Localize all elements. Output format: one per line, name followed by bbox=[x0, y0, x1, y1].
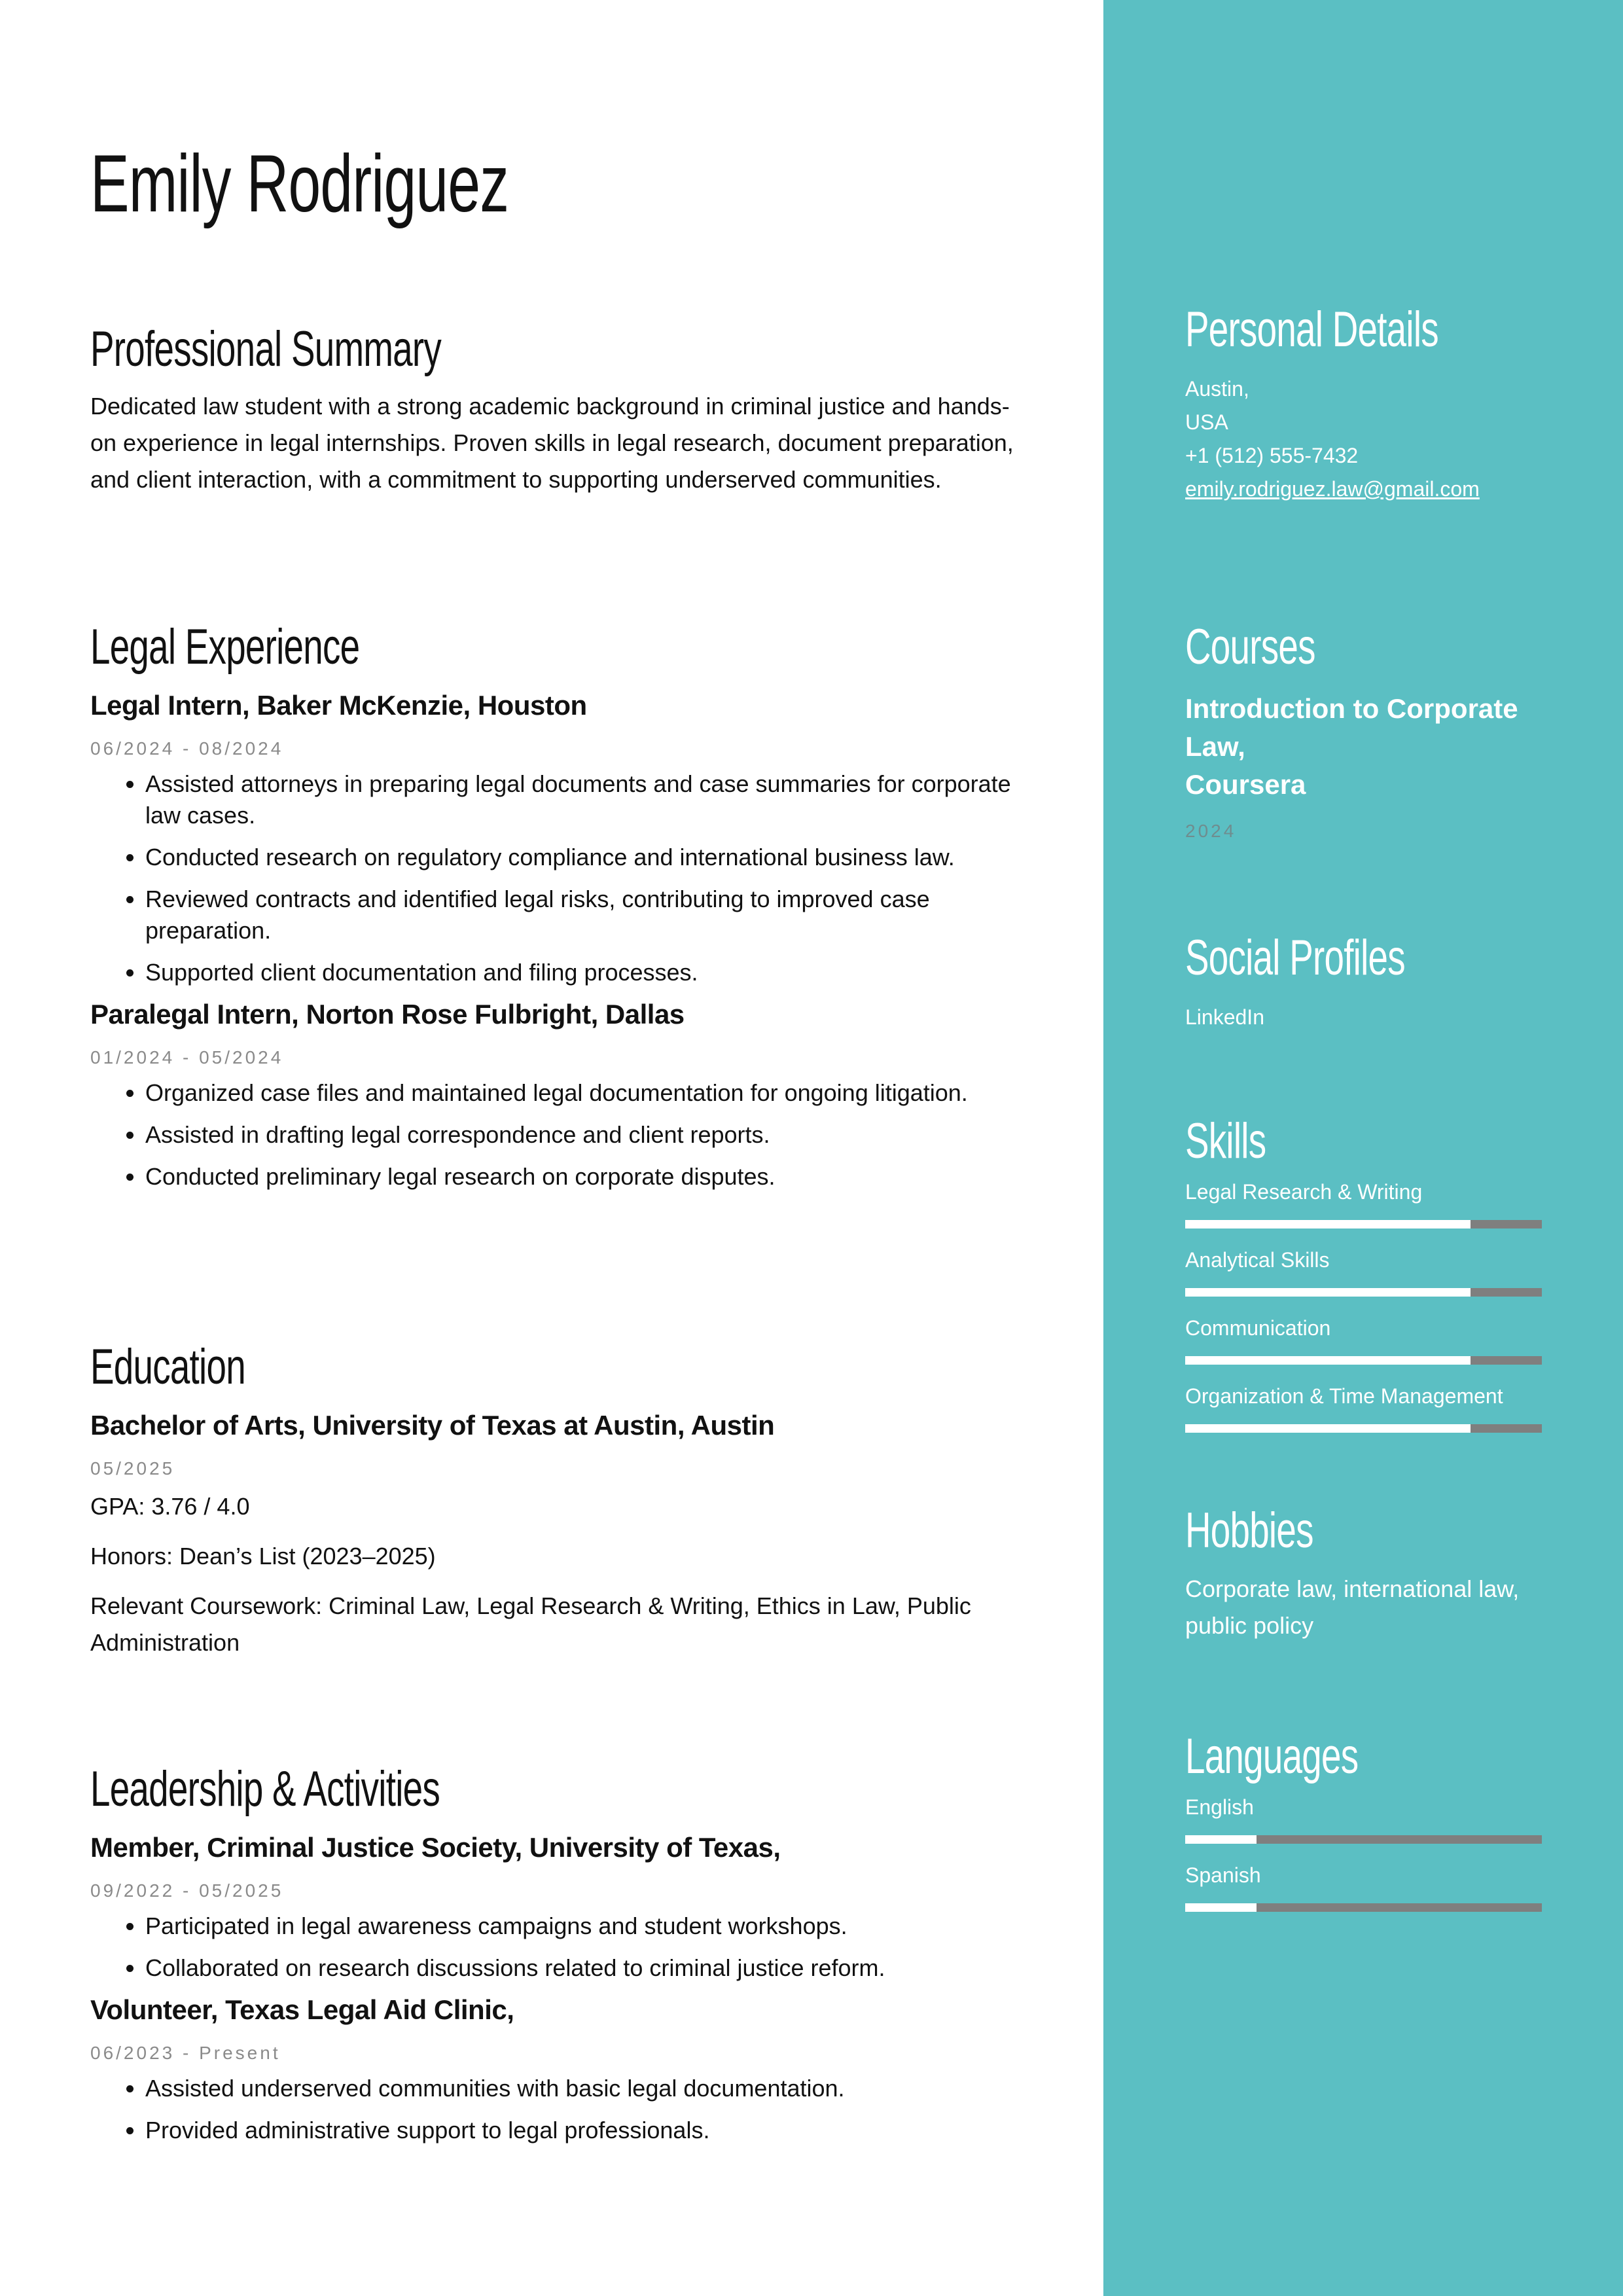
bullet: • Assisted underserved communities with basic legal documentation. bbox=[145, 2073, 1026, 2104]
job-entry bbox=[90, 999, 1026, 1193]
job-date: 06/2024 - 08/2024 bbox=[90, 738, 284, 759]
skill-bar-fill bbox=[1185, 1424, 1471, 1433]
address-city: Austin, bbox=[1185, 377, 1249, 401]
activities-section bbox=[90, 1761, 1026, 2157]
skills-section bbox=[1185, 1113, 1542, 1433]
education-section bbox=[90, 1338, 1026, 1661]
experience-heading: Legal Experience bbox=[90, 619, 360, 675]
activity-date: 06/2023 - Present bbox=[90, 2043, 281, 2063]
gpa: GPA: 3.76 / 4.0 bbox=[90, 1493, 250, 1520]
skill-item bbox=[1185, 1248, 1542, 1297]
course-title-line2: Law, bbox=[1185, 731, 1245, 762]
phone: +1 (512) 555-7432 bbox=[1185, 444, 1359, 467]
job-bullets bbox=[90, 768, 1026, 988]
activity-title: Volunteer, Texas Legal Aid Clinic, bbox=[90, 1994, 514, 2025]
education-date: 05/2025 bbox=[90, 1458, 175, 1479]
bullet: • Collaborated on research discussions related to criminal justice reform. bbox=[145, 1952, 1026, 1984]
language-label: English bbox=[1185, 1795, 1254, 1819]
bullet: • Supported client documentation and filing processes. bbox=[145, 957, 1026, 988]
language-item bbox=[1185, 1863, 1542, 1912]
skill-bar bbox=[1185, 1220, 1542, 1229]
job-title: Paralegal Intern, Norton Rose Fulbright, Dallas bbox=[90, 999, 685, 1030]
skill-bar-fill bbox=[1185, 1356, 1471, 1365]
activity-entry bbox=[90, 1994, 1026, 2146]
social-heading: Social Profiles bbox=[1185, 930, 1405, 986]
skills-list bbox=[1185, 1180, 1542, 1433]
coursework: Relevant Coursework: Criminal Law, Legal Research & Writing, Ethics in Law, Public Administration bbox=[90, 1592, 971, 1656]
course-title bbox=[1185, 690, 1542, 804]
course-provider: Coursera bbox=[1185, 769, 1306, 800]
bullet: • Assisted attorneys in preparing legal documents and case summaries for corporate law cases. bbox=[145, 768, 1026, 831]
education-heading: Education bbox=[90, 1339, 245, 1395]
address-country: USA bbox=[1185, 410, 1228, 434]
personal-details-section bbox=[1185, 301, 1542, 506]
skill-label: Legal Research & Writing bbox=[1185, 1180, 1423, 1204]
bullet: • Conducted research on regulatory compliance and international business law. bbox=[145, 842, 1026, 873]
bullet: • Organized case files and maintained legal documentation for ongoing litigation. bbox=[145, 1077, 1026, 1109]
courses-section bbox=[1185, 619, 1542, 842]
summary-section bbox=[90, 321, 1026, 498]
languages-heading: Languages bbox=[1185, 1729, 1359, 1784]
language-bar-fill bbox=[1185, 1835, 1257, 1844]
personal-details-heading: Personal Details bbox=[1185, 302, 1438, 357]
summary-text: Dedicated law student with a strong academic background in criminal justice and hands-on experience in legal internships. Proven skills in legal research, document preparation, and client interaction, with a commitment to supporting underserved communities. bbox=[90, 393, 1014, 493]
social-section bbox=[1185, 929, 1542, 1034]
skill-label: Communication bbox=[1185, 1316, 1331, 1340]
skill-label: Analytical Skills bbox=[1185, 1248, 1330, 1272]
skill-bar bbox=[1185, 1288, 1542, 1297]
language-bar-fill bbox=[1185, 1903, 1257, 1912]
hobbies-section bbox=[1185, 1502, 1542, 1644]
bullet: • Assisted in drafting legal correspondence and client reports. bbox=[145, 1119, 1026, 1151]
email-link[interactable]: emily.rodriguez.law@gmail.com bbox=[1185, 477, 1480, 501]
job-date: 01/2024 - 05/2024 bbox=[90, 1047, 284, 1067]
course-title-line1: Introduction to Corporate bbox=[1185, 693, 1518, 724]
skill-bar-fill bbox=[1185, 1288, 1471, 1297]
activity-entry bbox=[90, 1832, 1026, 1984]
skill-bar-fill bbox=[1185, 1220, 1471, 1229]
skill-bar bbox=[1185, 1424, 1542, 1433]
hobbies-heading: Hobbies bbox=[1185, 1503, 1313, 1558]
job-entry bbox=[90, 690, 1026, 988]
language-bar bbox=[1185, 1835, 1542, 1844]
candidate-name: Emily Rodriguez bbox=[90, 139, 509, 229]
experience-section bbox=[90, 619, 1026, 1203]
language-label: Spanish bbox=[1185, 1863, 1261, 1887]
skill-item bbox=[1185, 1384, 1542, 1433]
skill-item bbox=[1185, 1180, 1542, 1229]
hobbies-text: Corporate law, international law, public policy bbox=[1185, 1575, 1520, 1639]
bullet: • Participated in legal awareness campaigns and student workshops. bbox=[145, 1910, 1026, 1942]
skill-item bbox=[1185, 1316, 1542, 1365]
job-title: Legal Intern, Baker McKenzie, Houston bbox=[90, 690, 587, 721]
linkedin-link[interactable]: LinkedIn bbox=[1185, 1005, 1264, 1029]
honors: Honors: Dean’s List (2023–2025) bbox=[90, 1543, 436, 1570]
bullet: • Provided administrative support to legal professionals. bbox=[145, 2115, 1026, 2146]
job-bullets bbox=[90, 1077, 1026, 1193]
activities-heading: Leadership & Activities bbox=[90, 1761, 440, 1817]
summary-heading: Professional Summary bbox=[90, 321, 442, 377]
activity-bullets bbox=[90, 2073, 1026, 2146]
languages-section bbox=[1185, 1728, 1542, 1912]
bullet: • Conducted preliminary legal research on corporate disputes. bbox=[145, 1161, 1026, 1193]
degree-title: Bachelor of Arts, University of Texas at Austin, Austin bbox=[90, 1410, 775, 1441]
sidebar bbox=[1103, 0, 1623, 2296]
language-item bbox=[1185, 1795, 1542, 1844]
skill-label: Organization & Time Management bbox=[1185, 1384, 1503, 1408]
bullet: • Reviewed contracts and identified legal risks, contributing to improved case preparation. bbox=[145, 884, 1026, 946]
skills-heading: Skills bbox=[1185, 1113, 1266, 1169]
activity-date: 09/2022 - 05/2025 bbox=[90, 1880, 284, 1901]
activity-bullets bbox=[90, 1910, 1026, 1984]
courses-heading: Courses bbox=[1185, 619, 1315, 675]
language-bar bbox=[1185, 1903, 1542, 1912]
course-year: 2024 bbox=[1185, 821, 1237, 841]
activity-title: Member, Criminal Justice Society, University of Texas, bbox=[90, 1832, 781, 1863]
skill-bar bbox=[1185, 1356, 1542, 1365]
